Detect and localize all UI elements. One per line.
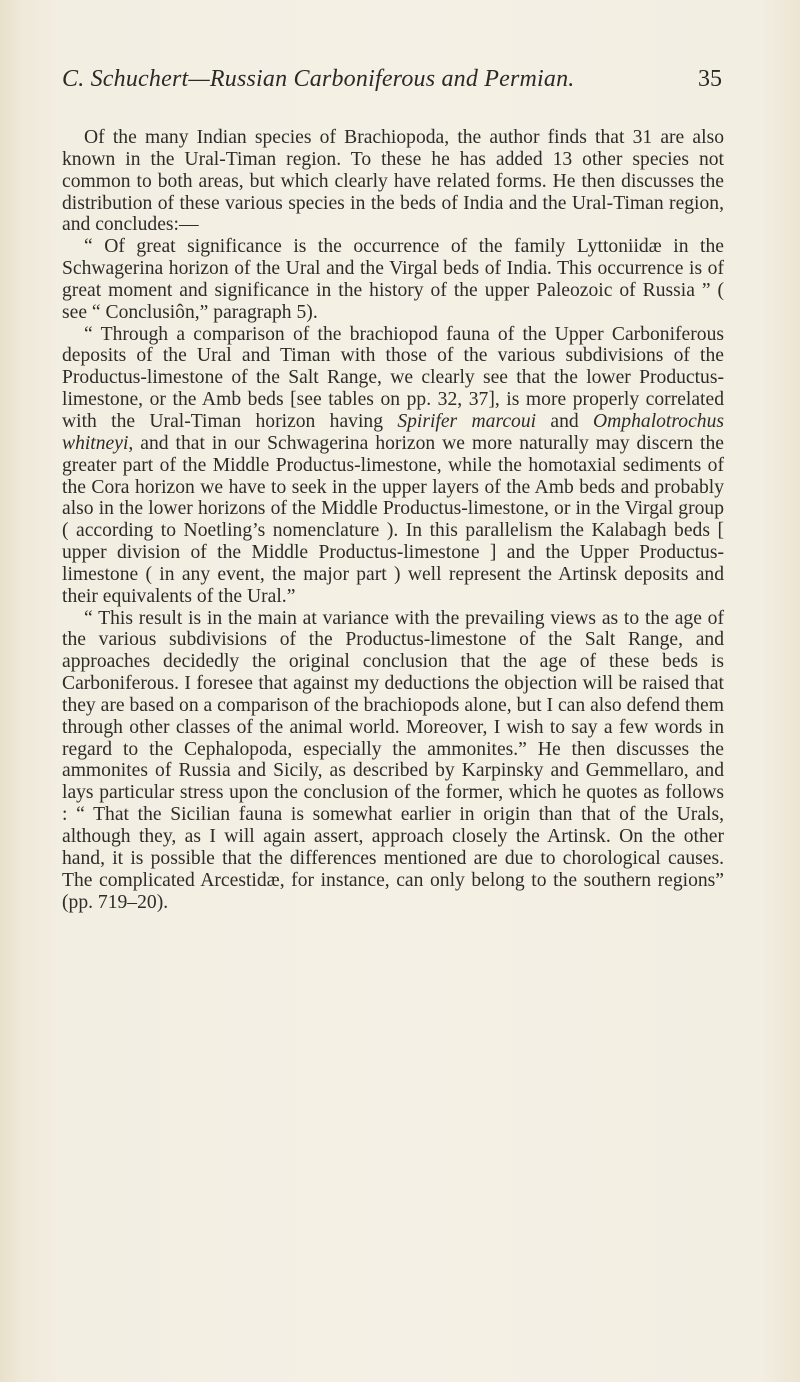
- paragraph-4: [62, 608, 724, 914]
- paragraph-text: “ Of great significance is the occurrence of the family Lyttoniidæ in the Schwagerina horizon of the Ural and the Virgal beds of India. This occurrence is of great moment and significance in the history of the upper Paleozoic of Russia ” ( see “ Conclusiôn,” paragraph 5).: [62, 236, 724, 323]
- species-name-omphalotrochus: Omphalotrochus whitneyi: [62, 410, 724, 454]
- header-separator: —: [188, 66, 210, 92]
- running-title: [62, 66, 575, 93]
- paragraph-text: “ Through a comparison of the brachiopod fauna of the Upper Carboniferous deposits of the Ural and Timan with those of the various subdivisions of the Productus-limestone of the Salt Range, we clearly see that the lower Productus-limestone, or the Amb beds [see tables on pp. 32, 37], is more properly correlated with the Ural-Timan horizon having: [62, 323, 724, 432]
- page-number: 35: [698, 66, 722, 92]
- paragraph-text: , and that in our Schwagerina horizon we more naturally may discern the greater part of the Middle Productus-limestone, while the homotaxial sediments of the Cora horizon we have to seek in the upper layers of the Amb beds and probably also in the lower horizons of the Middle Productus-limestone, or in the Virgal group ( according to Noetling’s nomenclature ). In this parallelism the Kalabagh beds [ upper division of the Middle Productus-limestone ] and the Upper Productus-limestone ( in any event, the major part ) well represent the Artinsk deposits and their equivalents of the Ural.”: [62, 432, 724, 607]
- paragraph-3: [62, 324, 724, 608]
- header-author: C. Schuchert: [62, 66, 189, 92]
- paragraph-text: Of the many Indian species of Brachiopoda, the author finds that 31 are also known in the Ural-Timan region. To these he has added 13 other species not common to both areas, but which clearly have related forms. He then discusses the distribution of these various species in the beds of India and the Ural-Timan region, and concludes:—: [62, 127, 724, 236]
- species-name-spirifer: Spirifer marcoui: [397, 410, 537, 432]
- body-text: [62, 127, 724, 913]
- paragraph-text: and: [536, 410, 593, 432]
- header-subject: Russian Carboniferous and Permian.: [209, 66, 575, 92]
- paragraph-2: [62, 236, 724, 323]
- running-header: [62, 66, 722, 98]
- paragraph-1: [62, 127, 724, 236]
- paragraph-text: “ This result is in the main at variance with the prevailing views as to the age of the various subdivisions of the Productus-limestone of the Salt Range, and approaches decidedly the original conclusion that the age of these beds is Carboniferous. I foresee that against my deductions the objection will be raised that they are based on a comparison of the brachiopods alone, but I can also defend them through other classes of the animal world. Moreover, I wish to say a few words in regard to the Cephalopoda, especially the ammonites.” He then discusses the ammonites of Russia and Sicily, as described by Karpinsky and Gemmellaro, and lays particular stress upon the conclusion of the former, which he quotes as follows : “ That the Sicilian fauna is somewhat earlier in origin than that of the Urals, although they, as I will again assert, approach closely the Artinsk. On the other hand, it is possible that the differences mentioned are due to chorological causes. The complicated Arcestidæ, for instance, can only belong to the southern regions” (pp. 719–20).: [62, 607, 724, 913]
